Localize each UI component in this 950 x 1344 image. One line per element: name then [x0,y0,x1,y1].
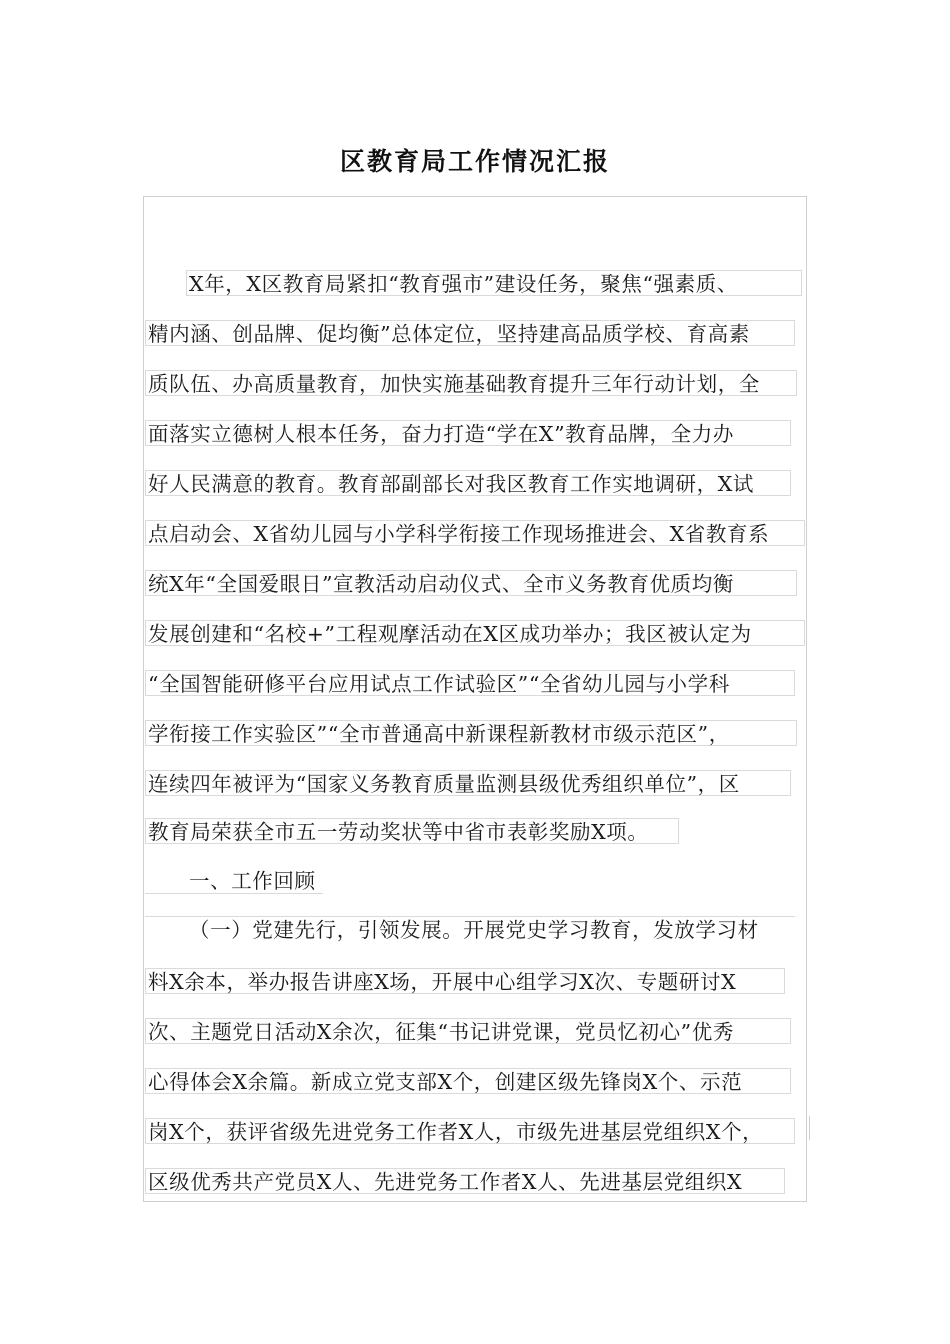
paragraph-line: 心得体会X余篇。新成立党支部X个，创建区级先锋岗X个、示范 [145,1068,791,1094]
section-heading: 一、工作回顾 [145,868,323,894]
paragraph-line: 学衔接工作实验区”“全市普通高中新课程新教材市级示范区”， [145,720,797,746]
paragraph-line: 连续四年被评为“国家义务教育质量监测县级优秀组织单位”，区 [145,770,791,796]
paragraph-line: 料X余本，举办报告讲座X场，开展中心组学习X次、专题研讨X [145,968,785,994]
paragraph-line: 区级优秀共产党员X人、先进党务工作者X人、先进基层党组织X [145,1168,785,1194]
paragraph-line: 面落实立德树人根本任务，奋力打造“学在X”教育品牌，全力办 [145,420,791,446]
paragraph-line: 好人民满意的教育。教育部副部长对我区教育工作实地调研，X试 [145,470,791,496]
paragraph-line: 点启动会、X省幼儿园与小学科学衔接工作现场推进会、X省教育系 [145,520,805,546]
paragraph-line: 精内涵、创品牌、促均衡”总体定位，坚持建高品质学校、育高素 [145,320,795,346]
paragraph-line: 统X年“全国爱眼日”宣教活动启动仪式、全市义务教育优质均衡 [145,570,797,596]
paragraph-line: （一）党建先行，引领发展。开展党史学习教育，发放学习材 [145,916,795,942]
document-title: 区教育局工作情况汇报 [339,147,610,176]
paragraph-line: 次、主题党日活动X余次，征集“书记讲党课，党员忆初心”优秀 [145,1018,791,1044]
paragraph-line: 岗X个，获评省级先进党务工作者X人，市级先进基层党组织X个， [145,1118,795,1144]
text-cursor-mark [809,1116,810,1140]
paragraph-line: 教育局荣获全市五一劳动奖状等中省市表彰奖励X项。 [145,818,679,844]
paragraph-line: 质队伍、办高质量教育，加快实施基础教育提升三年行动计划，全 [145,370,797,396]
paragraph-line: “全国智能研修平台应用试点工作试验区”“全省幼儿园与小学科 [145,670,795,696]
paragraph-line: 发展创建和“名校+”工程观摩活动在X区成功举办；我区被认定为 [145,620,805,646]
paragraph-line: X年，X区教育局紧扣“教育强市”建设任务，聚焦“强素质、 [186,270,802,296]
